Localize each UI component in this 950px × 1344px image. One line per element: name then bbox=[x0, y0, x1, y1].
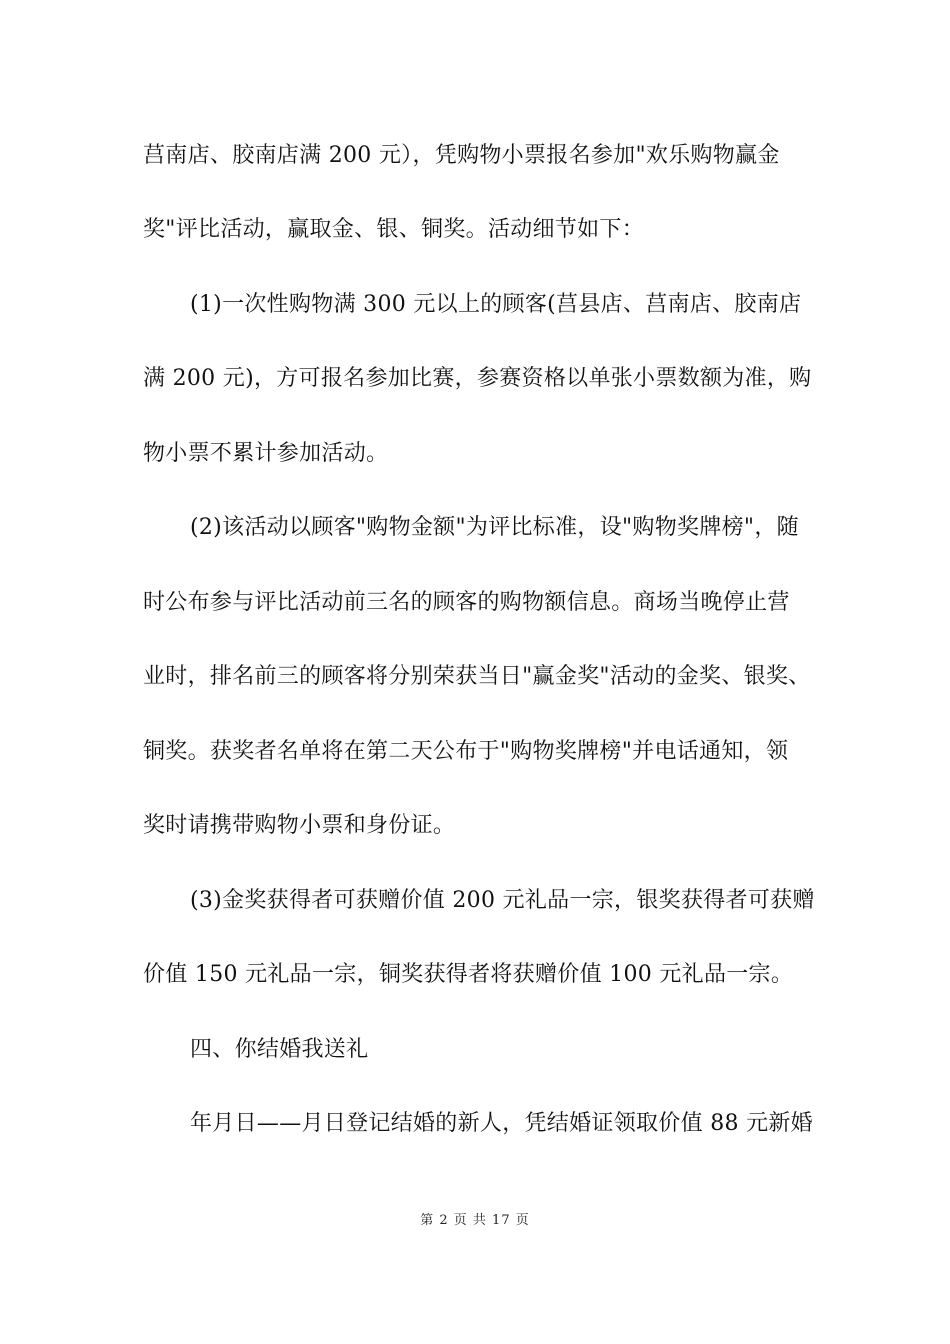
paragraph-start-line: (1)一次性购物满 300 元以上的顾客(莒县店、莒南店、胶南店 bbox=[190, 292, 802, 317]
paragraph-start-line: (2)该活动以顾客"购物金额"为评比标准，设"购物奖牌榜"，随 bbox=[190, 515, 799, 540]
text-line: 价值 150 元礼品一宗，铜奖获得者将获赠价值 100 元礼品一宗。 bbox=[143, 962, 794, 987]
text-line: 物小票不累计参加活动。 bbox=[143, 441, 389, 466]
text-line: 奖时请携带购物小票和身份证。 bbox=[143, 813, 456, 838]
text-line: 时公布参与评比活动前三名的顾客的购物额信息。商场当晚停止营 bbox=[143, 590, 790, 615]
text-line: 莒南店、胶南店满 200 元），凭购物小票报名参加"欢乐购物赢金 bbox=[143, 143, 780, 168]
page-footer: 第 2 页 共 17 页 bbox=[420, 1213, 530, 1228]
text-line: 满 200 元)，方可报名参加比赛，参赛资格以单张小票数额为准，购 bbox=[143, 366, 812, 391]
paragraph-start-line: 年月日——月日登记结婚的新人，凭结婚证领取价值 88 元新婚 bbox=[190, 1111, 813, 1136]
text-line: 业时，排名前三的顾客将分别荣获当日"赢金奖"活动的金奖、银奖、 bbox=[143, 664, 811, 689]
section-heading: 四、你结婚我送礼 bbox=[190, 1037, 369, 1062]
text-line: 奖"评比活动，赢取金、银、铜奖。活动细节如下： bbox=[143, 217, 645, 242]
text-line: 铜奖。获奖者名单将在第二天公布于"购物奖牌榜"并电话通知，领 bbox=[143, 739, 789, 764]
paragraph-start-line: (3)金奖获得者可获赠价值 200 元礼品一宗，银奖获得者可获赠 bbox=[190, 888, 815, 913]
